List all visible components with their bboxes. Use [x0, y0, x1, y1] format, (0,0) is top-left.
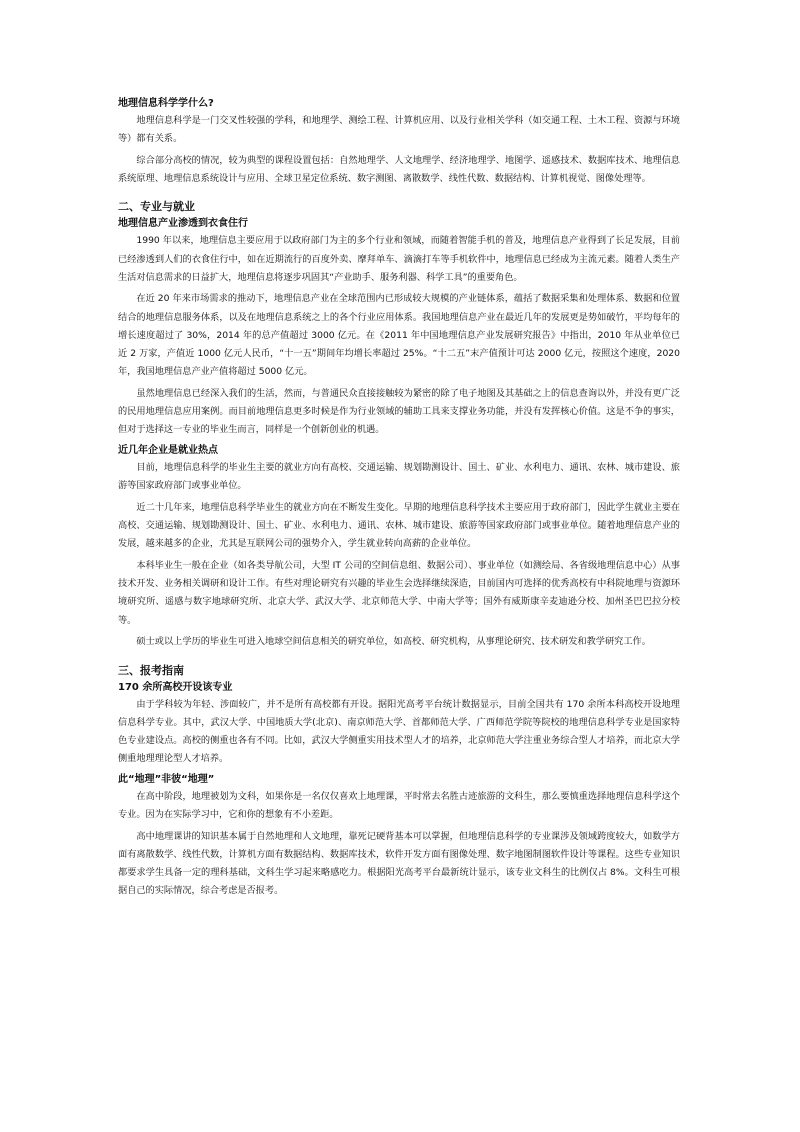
- paragraph: 虽然地理信息已经深入我们的生活，然而，与普通民众直接接触较为紧密的除了电子地图及其基础之上的信息查询以外，并没有更广泛的民用地理信息应用案例。而目前地理信息更多时候是作为行业领域的辅助工具来支撑业务功能，并没有发挥核心价值。这是不争的事实，但对于选择这一专业的毕业生而言，同样是一个创新创业的机遇。: [118, 387, 680, 436]
- paragraph: 1990 年以来，地理信息主要应用于以政府部门为主的多个行业和领域，而随着智能手机的普及，地理信息产业得到了长足发展，目前已经渗透到人们的衣食住行中，如在近期流行的百度外卖、摩拜单车、滴滴打车等手机软件中，地理信息已经成为主流元素。随着人类生产生活对信息需求的日益扩大，地理信息将逐步巩固其“产业助手、服务利器、科学工具”的重要角色。: [118, 235, 680, 283]
- paragraph: 综合部分高校的情况，较为典型的课程设置包括：自然地理学、人文地理学、经济地理学、地图学、遥感技术、数据库技术、地理信息系统原理、地理信息系统设计与应用、全球卫星定位系统、数字测图、离散数学、线性代数、数据结构、计算机视觉、图像处理等。: [118, 154, 680, 185]
- paragraph: 由于学科较为年轻、涉面较广，并不是所有高校都有开设。据阳光高考平台统计数据显示，目前全国共有 170 余所本科高校开设地理信息科学专业。其中，武汉大学、中国地质大学(北京)、南京师范大学、首都师范大学、广西师范学院等院校的地理信息科学专业是国家特色专业建设点。高校的侧重也各有不同。比如，武汉大学侧重实用技术型人才的培养，北京师范大学注重业务综合型人才培养，而北京大学侧重地理理论型人才培养。: [118, 698, 680, 765]
- paragraph: 高中地理课讲的知识基本属于自然地理和人文地理，靠死记硬背基本可以掌握，但地理信息科学的专业课涉及领域跨度较大，如数学方面有离散数学、线性代数，计算机方面有数据结构、数据库技术，软件开发方面有图像处理、数字地图制图软件设计等课程。这些专业知识都要求学生具备一定的理科基础，文科生学习起来略感吃力。根据阳光高考平台最新统计显示，该专业文科生的比例仅占 8%。文科生可根据自己的实际情况，综合考虑是否报考。: [118, 830, 680, 897]
- paragraph: 近二十几年来，地理信息科学毕业生的就业方向在不断发生变化。早期的地理信息科学技术主要应用于政府部门，因此学生就业主要在高校、交通运输、规划勘测设计、国土、矿业、水利电力、通讯、农林、城市建设、旅游等国家政府部门或事业单位。随着地理信息产业的发展，越来越多的企业，尤其是互联网公司的强势介入，学生就业转向高薪的企业单位。: [118, 501, 680, 550]
- paragraph: 在近 20 年来市场需求的推动下，地理信息产业在全球范围内已形成较大规模的产业链体系，蕴括了数据采集和处理体系、数据和位置结合的地理信息服务体系，以及在地理信息系统之上的各个行业应用体系。我国地理信息产业在最近几年的发展更是势如破竹，平均每年的增长速度超过了 30%，2014 年的总产值超过 3000 亿元。在《2011 年中国地理信息产业发展研究报告》中指出，2010 年从业单位已近 2 万家，产值近 1000 亿元人民币，“十一五”期间年均增长率超过 25%。“十二五”末产值预计可达 2000 亿元，按照这个速度，2020 年，我国地理信息产业产值将超过 5000 亿元。: [118, 293, 680, 378]
- subheading-universities: 170 余所高校开设该专业: [118, 681, 233, 693]
- subheading-employment-hotspot: 近几年企业是就业热点: [118, 445, 218, 457]
- paragraph: 地理信息科学是一门交叉性较强的学科，和地理学、测绘工程、计算机应用、以及行业相关学科（如交通工程、土木工程、资源与环境等）都有关系。: [118, 115, 680, 145]
- section-heading-application-guide: 三、报考指南: [118, 663, 184, 677]
- subheading-geography-difference: 此“地理”非彼“地理”: [118, 773, 215, 785]
- subheading-industry: 地理信息产业渗透到衣食住行: [118, 218, 248, 230]
- heading-what-to-learn: 地理信息科学学什么?: [118, 98, 214, 109]
- paragraph: 目前，地理信息科学的毕业生主要的就业方向有高校、交通运输、规划勘测设计、国土、矿业、水利电力、通讯、农林、城市建设、旅游等国家政府部门或事业单位。: [118, 462, 680, 492]
- paragraph: 硕士或以上学历的毕业生可进入地球空间信息相关的研究单位，如高校、研究机构，从事理论研究、技术研发和教学研究工作。: [136, 636, 651, 648]
- paragraph: 在高中阶段，地理被划为文科，如果你是一名仅仅喜欢上地理课，平时常去名胜古迹旅游的文科生，那么要慎重选择地理信息科学这个专业。因为在实际学习中，它和你的想象有不小差距。: [118, 790, 680, 821]
- section-heading-major-employment: 二、专业与就业: [118, 200, 195, 214]
- paragraph: 本科毕业生一般在企业（如各类导航公司，大型 IT 公司的空间信息组、数据公司）、事业单位（如测绘局、各省级地理信息中心）从事技术开发、业务相关调研和设计工作。有些对理论研究有兴趣的毕业生会选择继续深造，目前国内可选择的优秀高校有中科院地理与资源环境研究所、遥感与数字地球研究所、北京大学、武汉大学、北京师范大学、中南大学等；国外有威斯康辛麦迪逊分校、加州圣巴巴拉分校等。: [118, 560, 680, 626]
